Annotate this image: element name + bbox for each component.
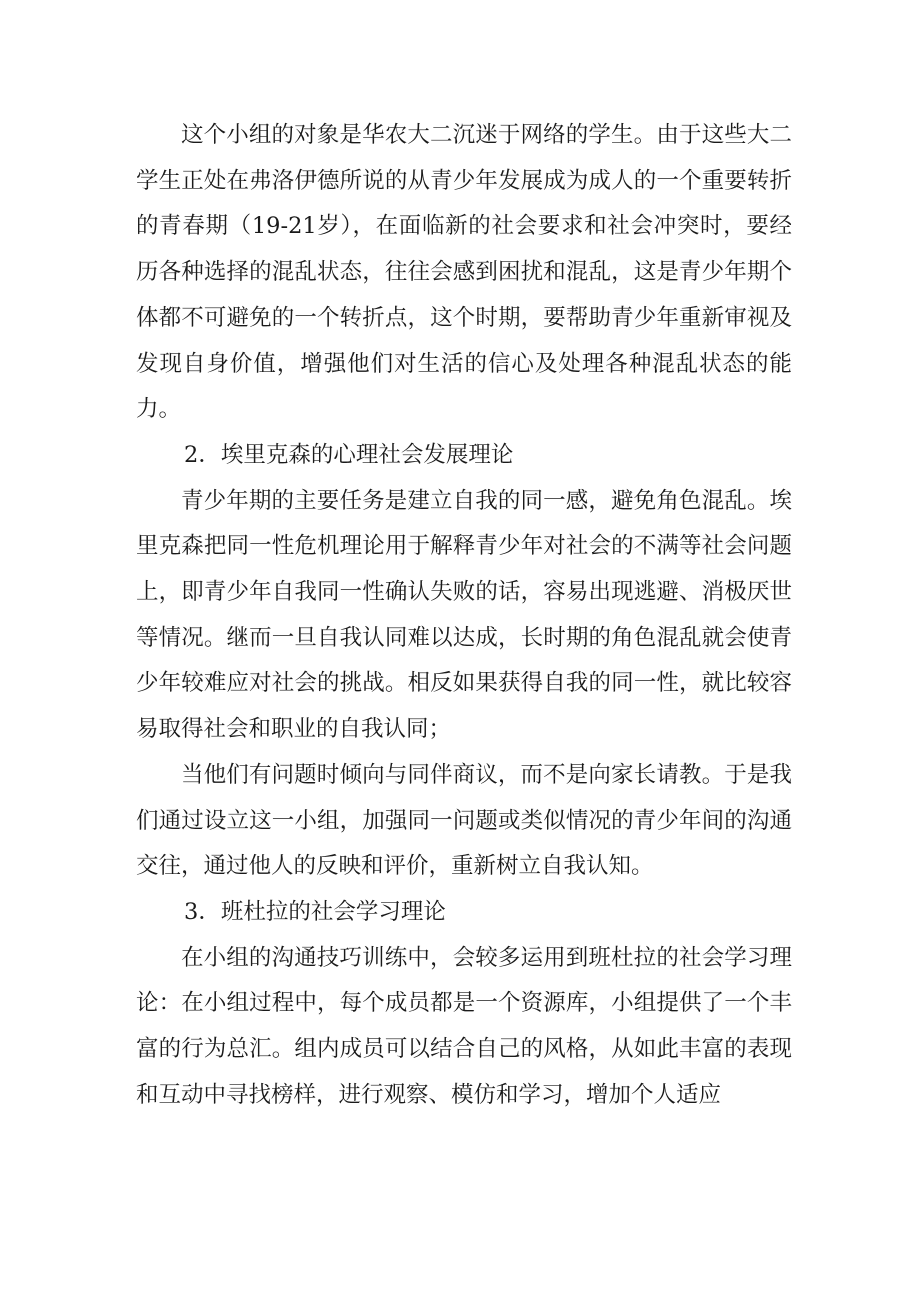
paragraph-bandura-social-learning: 在小组的沟通技巧训练中，会较多运用到班杜拉的社会学习理论：在小组过程中，每个成员都是一个资源库，小组提供了一个丰富的行为总汇。组内成员可以结合自己的风格，从如此丰富的表现和互动中寻找榜样，进行观察、模仿和学习，增加个人适应 bbox=[136, 944, 792, 1108]
section-heading-bandura: 3．班杜拉的社会学习理论 bbox=[184, 898, 446, 925]
paragraph-peer-consultation: 当他们有问题时倾向与同伴商议，而不是向家长请教。于是我们通过设立这一小组，加强同一问题或类似情况的青少年间的沟通交往，通过他人的反映和评价，重新树立自我认知。 bbox=[136, 761, 792, 880]
paragraph-intro: 这个小组的对象是华农大二沉迷于网络的学生。由于这些大二学生正处在弗洛伊德所说的从青少年发展成为成人的一个重要转折的青春期（19-21岁），在面临新的社会要求和社会冲突时，要经历各种选择的混乱状态，往往会感到困扰和混乱，这是青少年期个体都不可避免的一个转折点，这个时期，要帮助青少年重新审视及发现自身价值，增强他们对生活的信心及处理各种混乱状态的能力。 bbox=[136, 122, 792, 423]
paragraph-erikson-identity: 青少年期的主要任务是建立自我的同一感，避免角色混乱。埃里克森把同一性危机理论用于解释青少年对社会的不满等社会问题上，即青少年自我同一性确认失败的话，容易出现逃避、消极厌世等情况。继而一旦自我认同难以达成，长时期的角色混乱就会使青少年较难应对社会的挑战。相反如果获得自我的同一性，就比较容易取得社会和职业的自我认同； bbox=[136, 487, 792, 743]
document-page bbox=[136, 113, 792, 1118]
section-heading-erikson: 2．埃里克森的心理社会发展理论 bbox=[184, 441, 514, 468]
